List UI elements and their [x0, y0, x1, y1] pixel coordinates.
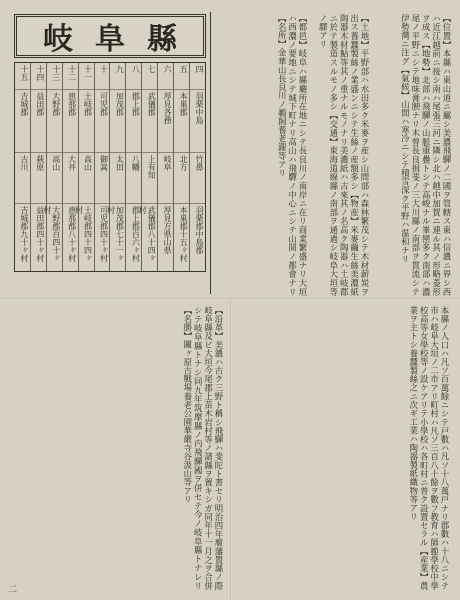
district-column — [125, 63, 141, 271]
text-bottom-right: 本縣ノ人口ハ凡ソ百萬餘ニシテ戸數ハ凡ソ十八萬戸ナリ郡數ハ十八ニシテ市ハ岐阜大垣ノ二市アリ町村ハ凡ソ三百八十餘ヲ數フ教育ハ師範學校中學校高等女學校等ノ設ケアリテ小學校ハ各町村ニ普ク設置セラル【産業】農業ヲ主トシ養蠶製絲之ニ次ギ工業ハ陶器製紙織物等アリ — [408, 306, 450, 590]
district-cell: 加茂郡 — [110, 90, 125, 153]
district-cell: 高山 — [47, 153, 62, 204]
district-table — [14, 62, 206, 272]
fold-line-vertical — [230, 300, 232, 600]
district-cell: 古川 — [15, 153, 30, 204]
district-cell: 可児郡四十ヶ村 — [99, 206, 109, 262]
title-cartouche — [14, 14, 206, 58]
district-column — [15, 63, 30, 271]
district-column — [94, 63, 110, 271]
district-column — [42, 63, 62, 271]
district-cell: 可児郡 — [95, 90, 110, 153]
text-top-mid: 【土地】平野部ハ水田多ク米麥ヲ産シ山間部ハ森林繁茂シテ木材薪炭ヲ出ス養蠶製絲ノ業盛ンニシテ生絲ノ産額多シ【物産】米麥繭生絲美濃紙陶器木材鮎等其ノ重ナルモノナリ美濃紙ハ古來其ノ名高ク陶器ハ土岐郡ニ於テ製造スルモノ多シ【交通】東海道線縣ノ南部ヲ通過シ岐阜大垣等ノ驛アリ — [318, 14, 370, 296]
district-cell: 大野郡百四十ヶ村 — [42, 206, 61, 262]
district-column — [74, 63, 94, 271]
district-cell: 岐阜 — [158, 153, 173, 204]
district-cell: 九 — [110, 63, 125, 90]
district-cell: 羽栗郡中島郡 — [195, 206, 204, 254]
district-column — [157, 63, 173, 271]
text-bottom-left: 【沿革】美濃ハ古ク三野ト稱シ飛驒ハ斐陀ト書セリ明治四年廢藩置縣ノ際岐阜縣及ビ大垣今尾郡上苗木岩村等ノ諸縣ヲ置キシガ同年十一月之ヲ合併シテ岐阜縣トナシ同九年筑摩縣ノ内飛驒國ヲ併セテ今ノ岐阜縣トナレリ【名勝】關ヶ原古戰場養老公園華嚴寺谷汲山等アリ — [182, 306, 224, 590]
district-cell: 吉城郡 — [15, 90, 30, 153]
district-cell: 太田 — [110, 153, 125, 204]
district-cell: 大野郡 — [47, 90, 62, 153]
text-top-right: 【位置】本縣ハ東山道ニ屬シ美濃飛驒ノ二國ヲ管轄ス東ハ信濃ニ界シ西ハ近江越前ニ接シ南ハ尾張三河ニ隣シ北ハ越中加賀ニ連ル其ノ形略菱形ヲ成ス【地勢】北部ハ飛驒ノ山脈重疊トシテ高峻ナル峯巒多ク南部ハ濃尾ノ平野ニシテ地味膏腴ナリ木曾長良揖斐ノ三大川縣ノ南部ヲ貫流シテ伊勢灣ニ注グ【氣候】山間ハ寒冷ニシテ積雪深ク平野ハ温和ナリ — [400, 14, 452, 296]
district-cell: 上有知 — [142, 153, 157, 204]
district-cell: 恵那郡 — [63, 90, 78, 153]
district-cell: 五 — [174, 63, 189, 90]
district-cell: 武儀郡八十四ヶ村 — [138, 206, 157, 262]
prefecture-title: 岐阜縣 — [43, 22, 199, 57]
district-cell: 四 — [190, 63, 205, 90]
district-column — [138, 63, 157, 271]
district-cell: 益田郡四十ヶ村 — [35, 206, 45, 262]
district-cell: 十四 — [31, 63, 46, 90]
district-cell: 本巣郡 — [174, 90, 189, 153]
district-cell: 郡上郡 — [126, 90, 141, 153]
district-cell: 八 — [126, 63, 141, 90]
district-column — [106, 63, 125, 271]
district-cell: 大井 — [63, 153, 78, 204]
page-number: 二 — [8, 585, 18, 595]
district-column — [30, 63, 46, 271]
district-cell: 十五 — [15, 63, 30, 90]
district-column — [62, 63, 78, 271]
text-top-left: 【都邑】岐阜ハ縣廳所在地ニシテ長良川ノ南岸ニ在リ商業繁盛ナリ大垣ハ西濃ノ要地ニシテ城下町ナリ高山ハ飛驒ノ中心ニシテ山間ノ都會ナリ【名所】金華山長良川ノ鵜飼養老瀧等アリ — [277, 14, 308, 296]
district-cell: 萩原 — [31, 153, 46, 204]
district-cell: 加茂郡七十一ヶ村 — [106, 206, 125, 262]
district-cell: 武儀郡 — [142, 90, 157, 153]
district-cell: 竹鼻 — [190, 153, 205, 204]
district-cell: 御嵩 — [95, 153, 110, 204]
column-divider — [210, 12, 211, 294]
district-cell: 六 — [158, 63, 173, 90]
district-cell: 吉城郡九十ヶ村 — [19, 206, 29, 262]
district-cell: 厚見方県山県 — [163, 206, 173, 254]
district-cell: 十三 — [47, 63, 62, 90]
district-cell: 七 — [142, 63, 157, 90]
district-column — [189, 63, 205, 271]
district-cell: 十一 — [79, 63, 94, 90]
district-cell: 厚見各務 — [158, 90, 173, 153]
district-cell: 八幡 — [126, 153, 141, 204]
district-cell: 恵那郡八十ヶ村 — [67, 206, 77, 262]
district-cell: 益田郡 — [31, 90, 46, 153]
district-cell: 十 — [95, 63, 110, 90]
district-cell: 土岐郡四十四ヶ村 — [74, 206, 93, 262]
district-cell: 十二 — [63, 63, 78, 90]
district-cell: 郡上郡百六ヶ村 — [131, 206, 141, 262]
district-cell: 本巣郡十五ヶ村 — [179, 206, 189, 262]
district-column — [173, 63, 189, 271]
district-cell: 北方 — [174, 153, 189, 204]
district-cell: 羽栗中島 — [190, 90, 205, 153]
district-cell: 土岐郡 — [79, 90, 94, 153]
district-cell: 高山 — [79, 153, 94, 204]
